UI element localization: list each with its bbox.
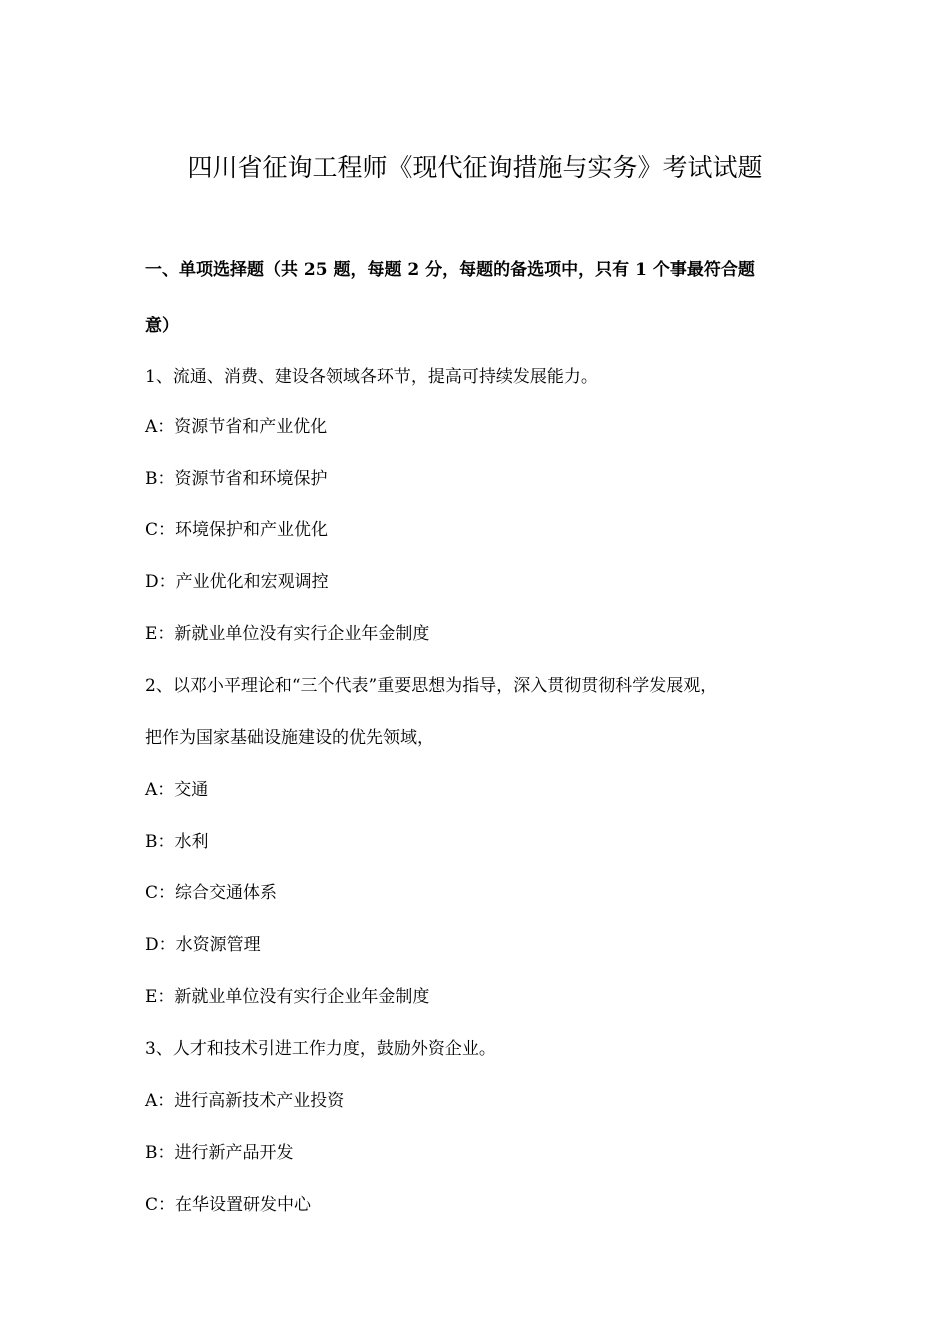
question-3-option-c: C：在华设置研发中心 — [145, 1195, 312, 1215]
question-1-option-b: B：资源节省和环境保护 — [145, 469, 328, 489]
question-1-option-d: D：产业优化和宏观调控 — [145, 572, 329, 592]
question-3-option-b: B：进行新产品开发 — [145, 1143, 294, 1163]
question-1-option-e: E：新就业单位没有实行企业年金制度 — [145, 624, 430, 644]
question-3-stem: 3、人才和技术引进工作力度，鼓励外资企业。 — [145, 1039, 496, 1059]
question-1-option-c: C：环境保护和产业优化 — [145, 520, 329, 540]
question-2-option-d: D：水资源管理 — [145, 935, 261, 955]
question-2-stem-continued: 把作为国家基础设施建设的优先领域， — [145, 728, 434, 748]
question-1-option-a: A：资源节省和产业优化 — [145, 417, 328, 437]
question-2-option-a: A：交通 — [145, 780, 209, 800]
section-heading-continued: 意） — [145, 316, 179, 336]
question-3-option-a: A：进行高新技术产业投资 — [145, 1091, 345, 1111]
question-2-option-e: E：新就业单位没有实行企业年金制度 — [145, 987, 430, 1007]
question-2-option-b: B：水利 — [145, 832, 209, 852]
section-heading: 一、单项选择题（共 25 题，每题 2 分，每题的备选项中，只有 1 个事最符合题 — [145, 260, 755, 280]
question-2-stem: 2、以邓小平理论和“三个代表”重要思想为指导，深入贯彻贯彻科学发展观， — [145, 676, 718, 696]
question-1-stem: 1、流通、消费、建设各领域各环节，提高可持续发展能力。 — [145, 367, 598, 387]
document-title: 四川省征询工程师《现代征询措施与实务》考试试题 — [187, 153, 763, 182]
question-2-option-c: C：综合交通体系 — [145, 883, 278, 903]
